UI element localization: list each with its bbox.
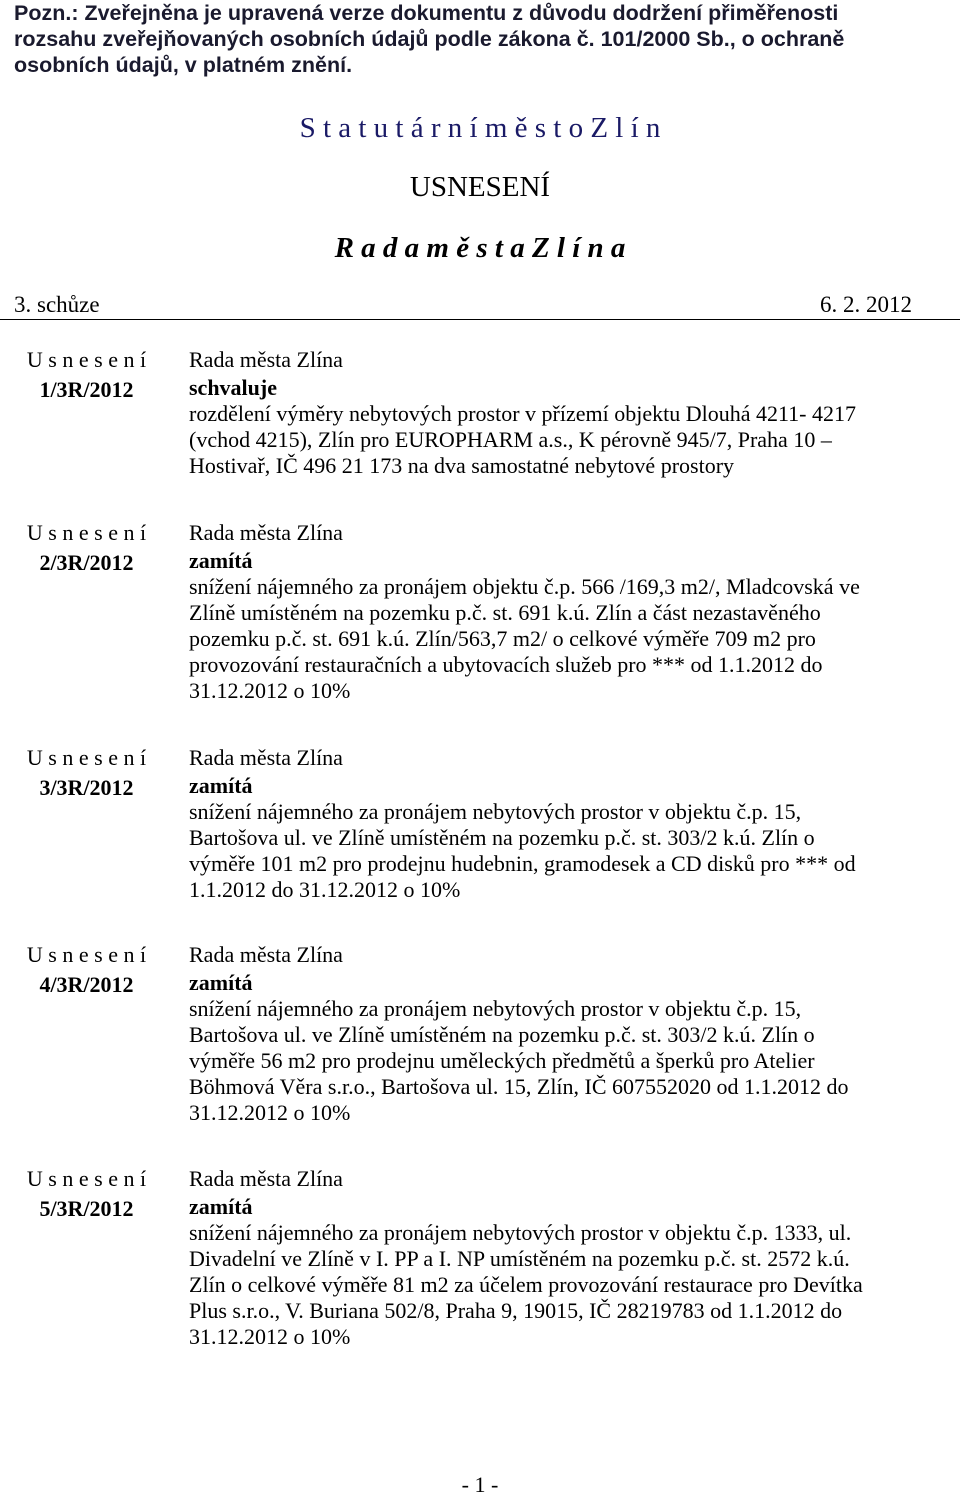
resolution-text-line: 31.12.2012 o 10% <box>189 678 351 703</box>
resolution-label-text: U s n e s e n í <box>26 347 147 372</box>
page-number: - 1 - <box>461 1472 499 1497</box>
resolution-text-line: 31.12.2012 o 10% <box>189 1324 351 1349</box>
resolution-number: 5/3R/2012 <box>39 1196 134 1221</box>
resolution-text-line: snížení nájemného za pronájem objektu č.p. 566 /169,3 m2/, Mladcovská ve <box>189 574 860 599</box>
resolution-text-line: 1.1.2012 do 31.12.2012 o 10% <box>189 877 461 902</box>
resolution-verb: zamítá <box>189 970 253 995</box>
privacy-note-line: Pozn.: Zveřejněna je upravená verze dokumentu z důvodu dodržení přiměřenosti <box>14 1 839 25</box>
privacy-note-line: rozsahu zveřejňovaných osobních údajů podle zákona č. 101/2000 Sb., o ochraně <box>14 27 845 51</box>
privacy-note-line: osobních údajů, v platném znění. <box>14 53 353 77</box>
resolution-verb: zamítá <box>189 773 253 798</box>
resolution-text-line: pozemku p.č. st. 691 k.ú. Zlín/563,7 m2/ o celkové výměře 709 m2 pro <box>189 626 816 651</box>
resolution-org: Rada města Zlína <box>189 745 343 770</box>
resolution-text-line: Plus s.r.o., V. Buriana 502/8, Praha 9, 19015, IČ 28219783 od 1.1.2012 do <box>189 1298 843 1323</box>
council-title: R a d a m ě s t a Z l í n a <box>334 232 626 264</box>
resolution-number: 1/3R/2012 <box>39 377 134 402</box>
resolution-text-line: Zlíně umístěném na pozemku p.č. st. 691 k.ú. Zlín a část nezastavěného <box>189 600 821 625</box>
meeting-number: 3. schůze <box>14 292 100 317</box>
resolution-label <box>14 940 159 1000</box>
resolution-text-line: snížení nájemného za pronájem nebytových prostor v objektu č.p. 15, <box>189 799 802 824</box>
resolution-number: 3/3R/2012 <box>39 775 134 800</box>
resolution-body <box>189 940 949 1126</box>
resolution-text-line: snížení nájemného za pronájem nebytových prostor v objektu č.p. 15, <box>189 996 802 1021</box>
resolution-number: 4/3R/2012 <box>39 972 134 997</box>
resolution-text-line: 31.12.2012 o 10% <box>189 1100 351 1125</box>
resolution-text-line: rozdělení výměry nebytových prostor v přízemí objektu Dlouhá 4211- 4217 <box>189 401 856 426</box>
document-type: USNESENÍ <box>409 171 551 203</box>
resolution-text-line: Hostivař, IČ 496 21 173 na dva samostatné nebytové prostory <box>189 453 735 478</box>
resolution-label <box>14 518 159 578</box>
resolution-label-text: U s n e s e n í <box>26 745 147 770</box>
resolution-text-line: Bartošova ul. ve Zlíně umístěném na pozemku p.č. st. 303/2 k.ú. Zlín o <box>189 1022 815 1047</box>
resolution-label <box>14 1164 159 1224</box>
resolution-text-line: Zlín o celkové výměře 81 m2 za účelem provozování restaurace pro Devítka <box>189 1272 863 1297</box>
resolution-text-line: Böhmová Věra s.r.o., Bartošova ul. 15, Zlín, IČ 607552020 od 1.1.2012 do <box>189 1074 849 1099</box>
resolution-text-line: Bartošova ul. ve Zlíně umístěném na pozemku p.č. st. 303/2 k.ú. Zlín o <box>189 825 815 850</box>
city-title: S t a t u t á r n í m ě s t o Z l í n <box>299 112 661 144</box>
resolution-label <box>14 743 159 803</box>
meeting-date: 6. 2. 2012 <box>820 292 912 317</box>
resolution-org: Rada města Zlína <box>189 520 343 545</box>
resolution-label <box>14 345 159 405</box>
resolution-text-line: výměře 56 m2 pro prodejnu uměleckých předmětů a šperků pro Atelier <box>189 1048 815 1073</box>
resolution-org: Rada města Zlína <box>189 1166 343 1191</box>
resolution-label-text: U s n e s e n í <box>26 1166 147 1191</box>
resolution-number: 2/3R/2012 <box>39 550 134 575</box>
resolution-verb: schvaluje <box>189 375 277 400</box>
resolution-text-line: (vchod 4215), Zlín pro EUROPHARM a.s., K pérovně 945/7, Praha 10 – <box>189 427 832 452</box>
header-divider <box>0 319 960 320</box>
resolution-body <box>189 345 949 479</box>
resolution-text-line: výměře 101 m2 pro prodejnu hudebnin, gramodesek a CD disků pro *** od <box>189 851 856 876</box>
resolution-org: Rada města Zlína <box>189 942 343 967</box>
resolution-body <box>189 1164 949 1350</box>
resolution-org: Rada města Zlína <box>189 347 343 372</box>
resolution-label-text: U s n e s e n í <box>26 942 147 967</box>
resolution-label-text: U s n e s e n í <box>26 520 147 545</box>
privacy-note <box>14 0 944 78</box>
resolution-text-line: Divadelní ve Zlíně v I. PP a I. NP umístěném na pozemku p.č. st. 2572 k.ú. <box>189 1246 850 1271</box>
resolution-text-line: snížení nájemného za pronájem nebytových prostor v objektu č.p. 1333, ul. <box>189 1220 852 1245</box>
resolution-body <box>189 518 949 704</box>
resolution-verb: zamítá <box>189 548 253 573</box>
resolution-verb: zamítá <box>189 1194 253 1219</box>
resolution-body <box>189 743 949 903</box>
resolution-text-line: provozování restauračních a ubytovacích služeb pro *** od 1.1.2012 do <box>189 652 823 677</box>
